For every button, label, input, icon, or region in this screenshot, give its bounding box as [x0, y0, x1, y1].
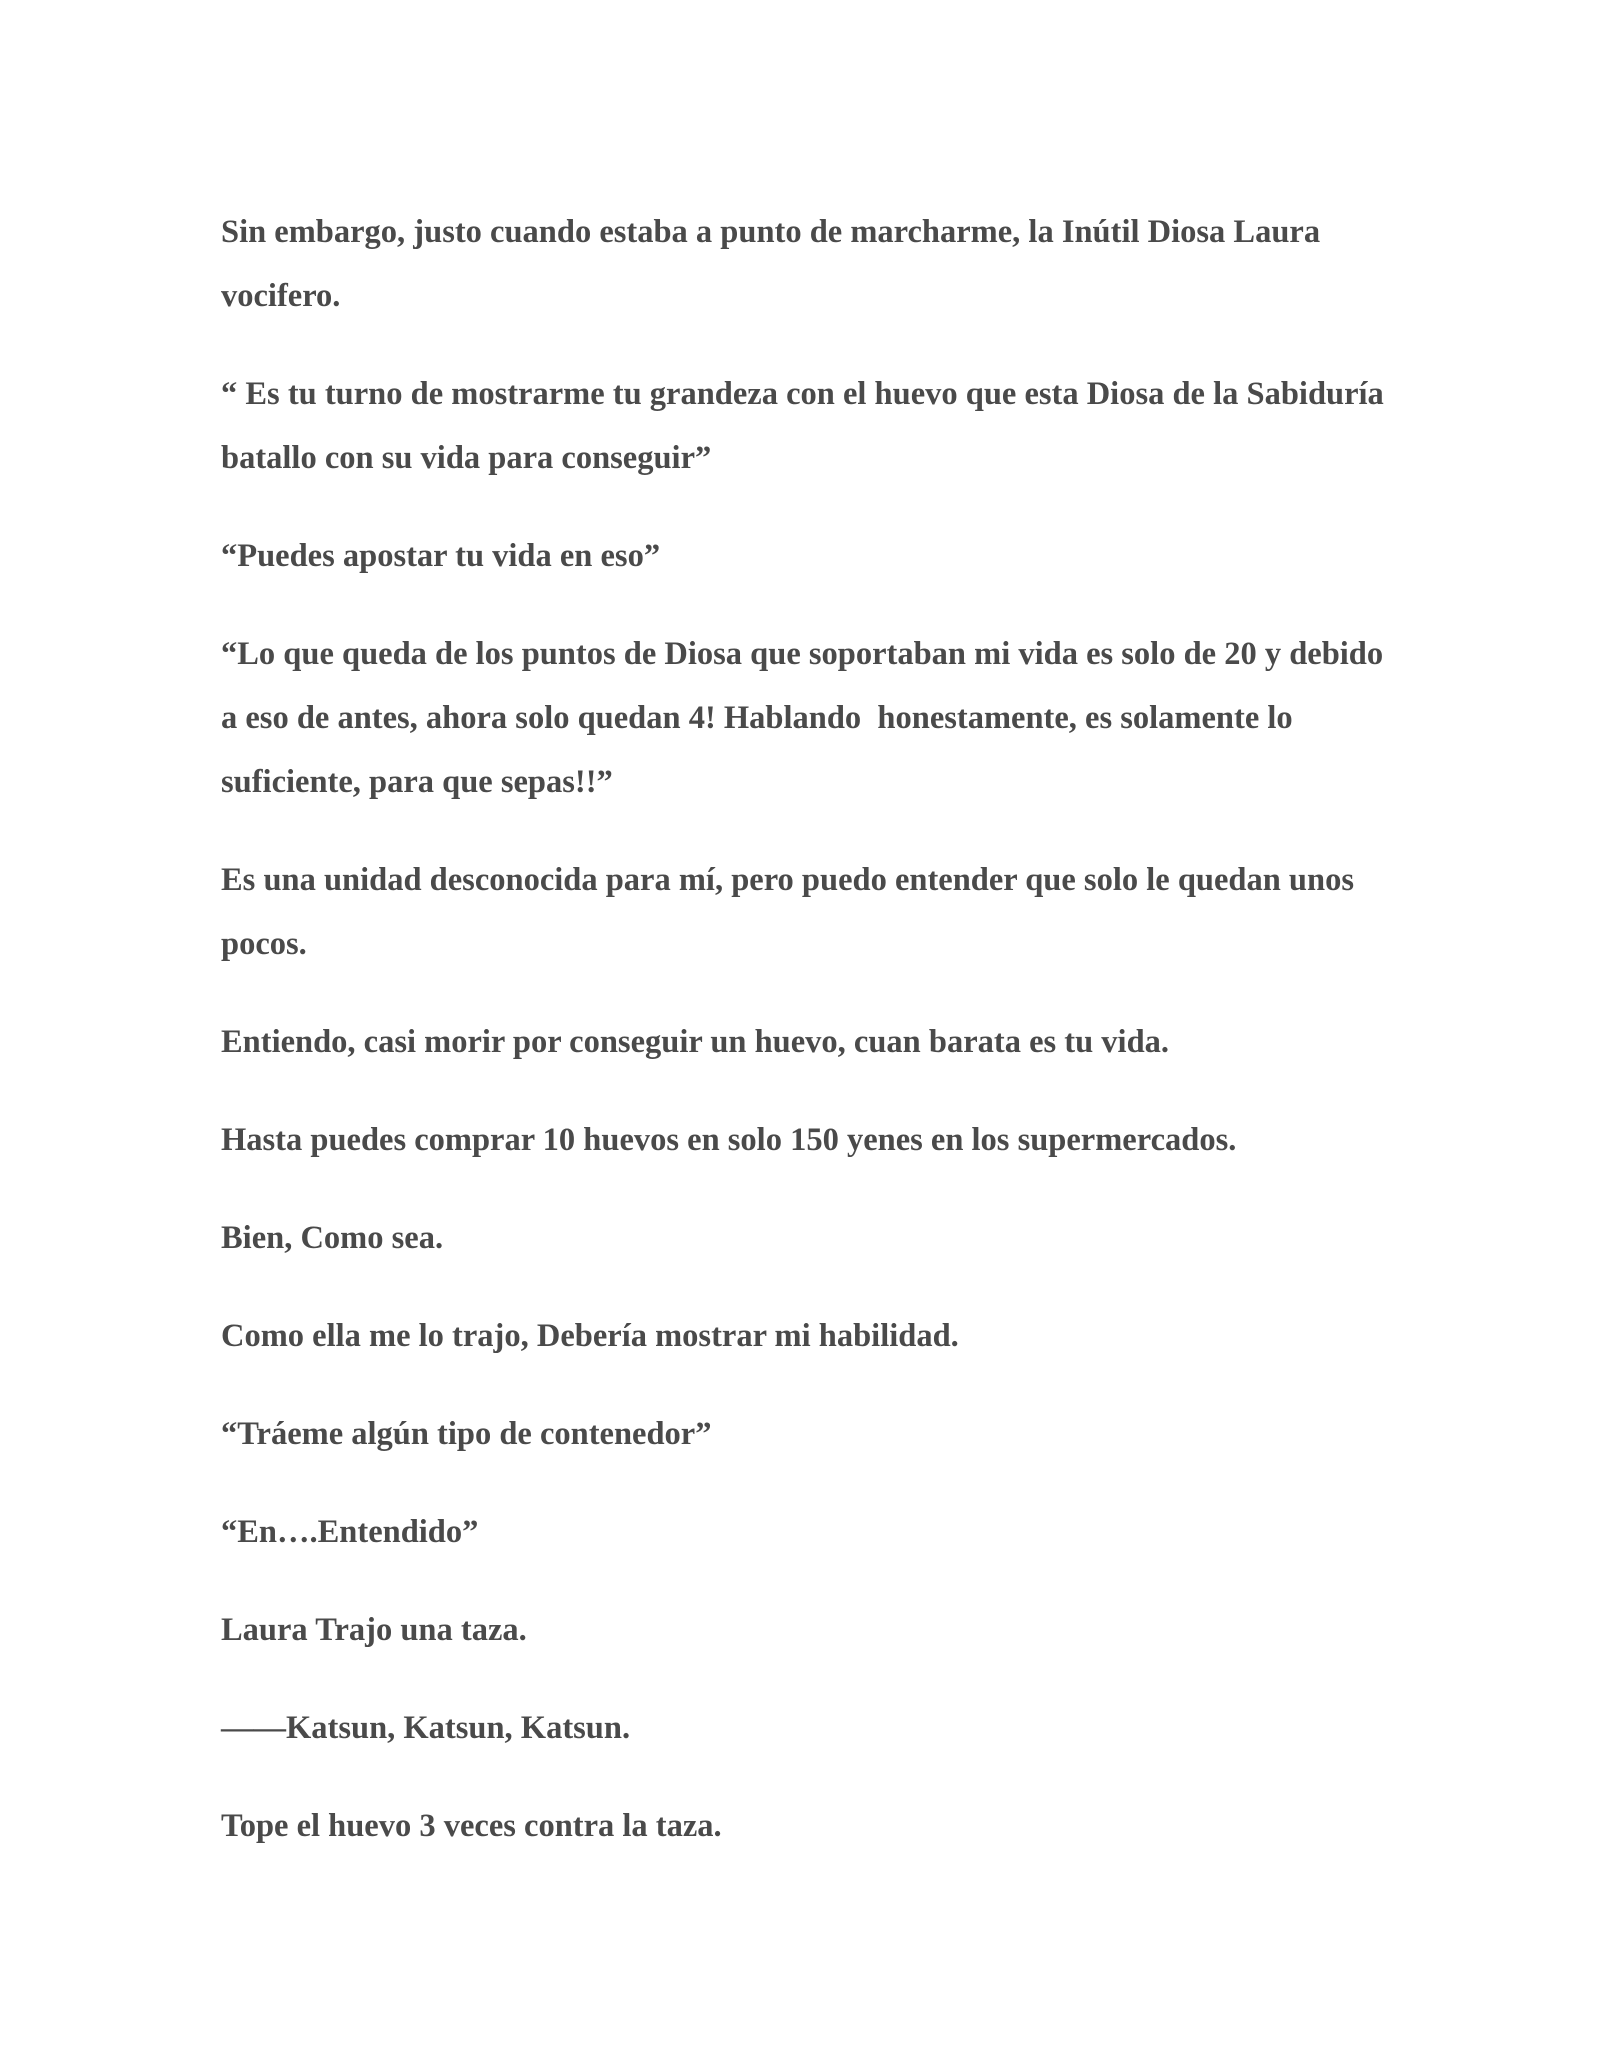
paragraph-7: Hasta puedes comprar 10 huevos en solo 150 yenes en los supermercados.: [221, 1122, 1237, 1158]
paragraph-10: “Tráeme algún tipo de contenedor”: [221, 1416, 712, 1452]
paragraph-1: Sin embargo, justo cuando estaba a punto de marcharme, la Inútil Diosa Laura vocifero.: [221, 214, 1329, 314]
paragraph-14: Tope el huevo 3 veces contra la taza.: [221, 1808, 722, 1844]
paragraph-6: Entiendo, casi morir por conseguir un huevo, cuan barata es tu vida.: [221, 1024, 1170, 1060]
paragraph-11: “En….Entendido”: [221, 1514, 479, 1550]
paragraph-9: Como ella me lo trajo, Debería mostrar mi habilidad.: [221, 1318, 959, 1354]
paragraph-5: Es una unidad desconocida para mí, pero puedo entender que solo le quedan unos pocos.: [221, 862, 1363, 962]
paragraph-12: Laura Trajo una taza.: [221, 1612, 527, 1648]
paragraph-2: “ Es tu turno de mostrarme tu grandeza con el huevo que esta Diosa de la Sabiduría batallo con su vida para conseguir”: [221, 376, 1392, 476]
paragraph-3: “Puedes apostar tu vida en eso”: [221, 538, 661, 574]
paragraph-13: ――Katsun, Katsun, Katsun.: [221, 1710, 631, 1746]
paragraph-8: Bien, Como sea.: [221, 1220, 444, 1256]
document-body: [221, 200, 1401, 1892]
paragraph-4: “Lo que queda de los puntos de Diosa que soportaban mi vida es solo de 20 y debido a eso de antes, ahora solo quedan 4! Hablando honestamente, es solamente lo suficiente, para que sepas!!”: [221, 636, 1392, 800]
